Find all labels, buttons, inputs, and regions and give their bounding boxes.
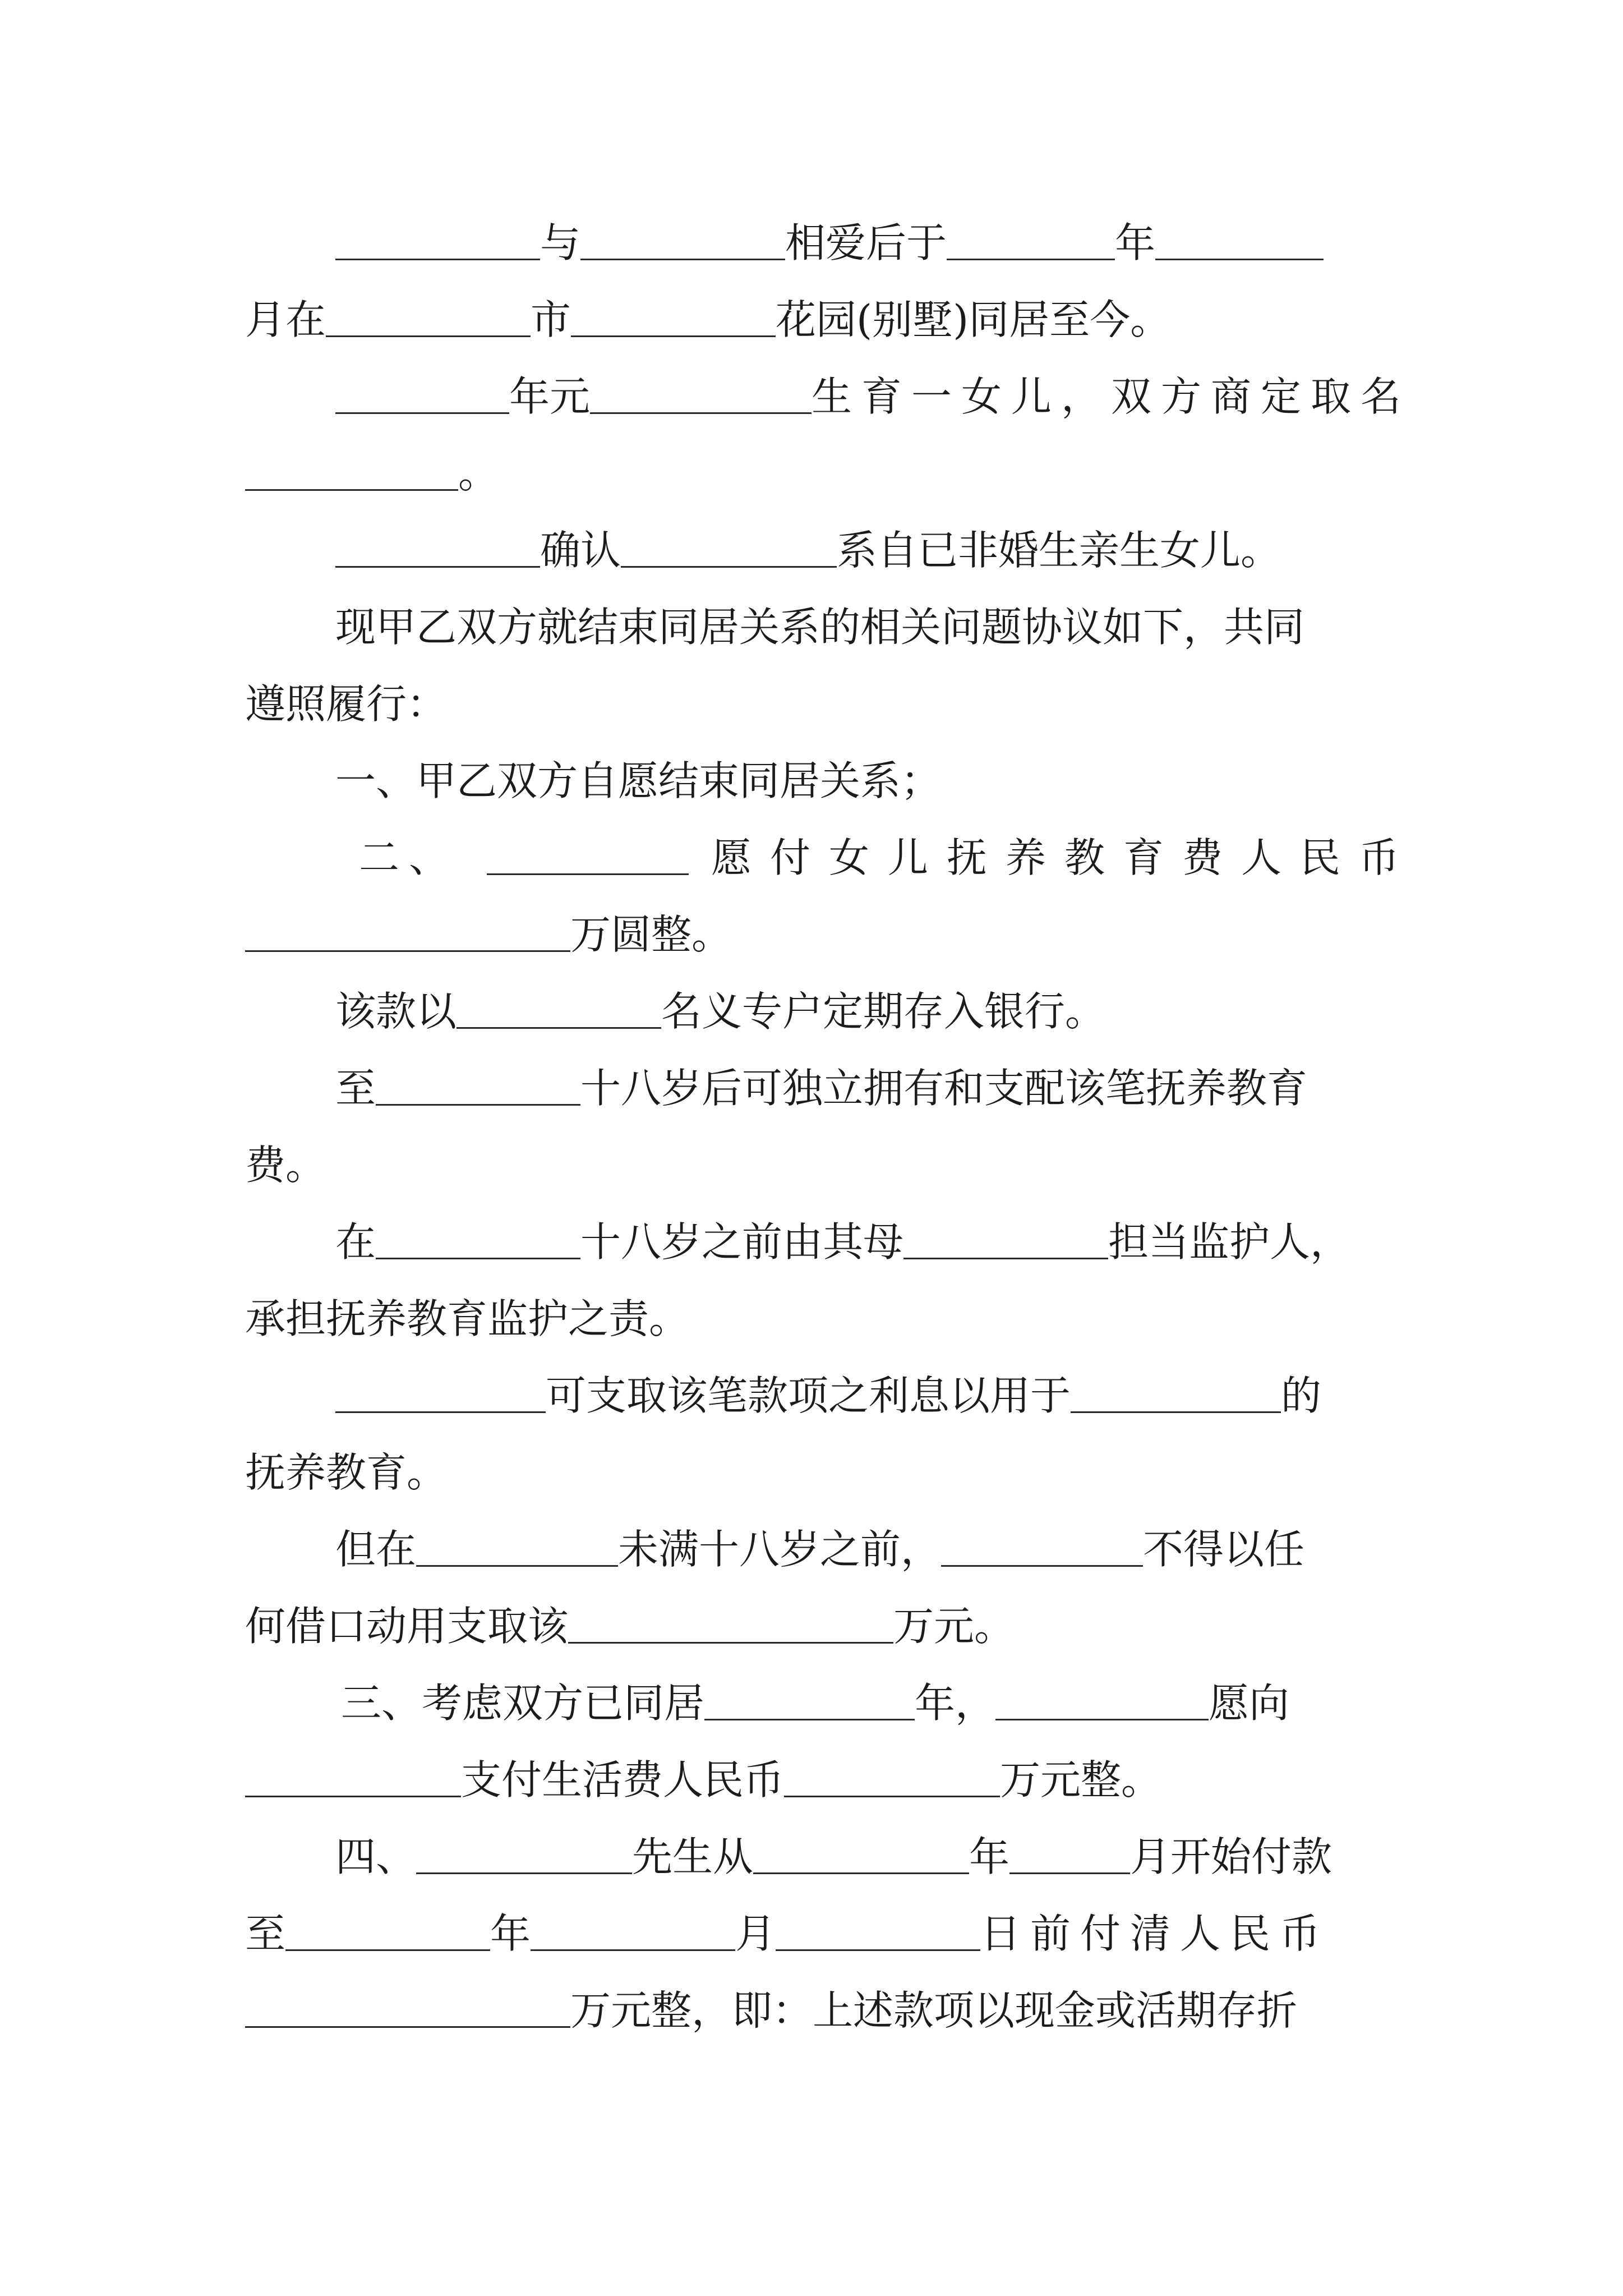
blank-field <box>947 218 1115 260</box>
text-segment: 该款以 <box>335 988 457 1035</box>
paragraph-3-line-1 <box>335 512 1281 589</box>
text-segment: 年 <box>1115 219 1156 266</box>
paragraph-11-line-2 <box>245 1588 1015 1665</box>
blank-field <box>335 526 540 568</box>
text-segment: 十八岁之前由其母 <box>580 1218 904 1266</box>
paragraph-5-line-1 <box>335 743 941 820</box>
paragraph-13-line-2 <box>245 1895 1330 1972</box>
text-segment: 与 <box>540 219 581 266</box>
text-segment: 担当监护人， <box>1108 1218 1351 1266</box>
paragraph-8-line-2 <box>245 1127 326 1204</box>
text-segment: 月在 <box>245 296 326 343</box>
text-segment: 系自已非婚生亲生女儿。 <box>837 527 1281 574</box>
blank-field <box>941 1525 1143 1567</box>
paragraph-1-line-2 <box>245 282 1170 358</box>
text-segment: 花园(别墅)同居至今。 <box>776 296 1171 343</box>
text-segment: 的 <box>1281 1372 1322 1419</box>
paragraph-11-line-1 <box>335 1511 1304 1588</box>
text-segment: 愿向 <box>1209 1680 1290 1727</box>
blank-field <box>335 1371 546 1413</box>
text-segment: 年 <box>490 1910 531 1957</box>
text-segment: 抚养教育。 <box>245 1449 448 1496</box>
blank-field <box>326 295 531 337</box>
paragraph-4-line-2 <box>245 666 447 743</box>
text-segment: 月 <box>735 1910 776 1957</box>
blank-field <box>376 1217 580 1259</box>
text-segment: 三、考虑双方已同居 <box>341 1680 705 1727</box>
paragraph-6-line-1 <box>359 820 1418 896</box>
blank-field <box>245 449 458 491</box>
blank-field <box>376 1064 580 1106</box>
text-segment: 万圆整。 <box>570 911 732 958</box>
paragraph-2-line-1 <box>335 358 1410 435</box>
text-segment: 万元。 <box>893 1603 1015 1650</box>
blank-field <box>245 1986 570 2028</box>
text-segment: 在 <box>335 1218 376 1266</box>
text-segment: 四、 <box>335 1833 417 1880</box>
blank-field <box>416 1832 632 1874</box>
text-segment: 一、甲乙双方自愿结束同居关系； <box>335 757 942 804</box>
text-segment: 承担抚养教育监护之责。 <box>245 1295 690 1342</box>
text-segment: 相爱后于 <box>785 219 947 266</box>
paragraph-12-line-1 <box>341 1665 1289 1742</box>
text-segment: 遵照履行： <box>245 680 448 728</box>
paragraph-9-line-2 <box>245 1281 689 1358</box>
blank-field <box>571 295 776 337</box>
text-segment: 愿付女儿抚养教育费人民币 <box>711 834 1418 881</box>
text-segment: 先生从 <box>632 1833 754 1880</box>
text-segment: 但在 <box>335 1526 417 1573</box>
blank-field <box>245 910 570 952</box>
text-segment: 可支取该笔款项之利息以用于 <box>546 1372 1071 1419</box>
paragraph-10-line-2 <box>245 1434 447 1511</box>
blank-field <box>753 1832 969 1874</box>
paragraph-13-line-3 <box>245 1972 1297 2049</box>
blank-field <box>335 372 509 414</box>
text-segment: 万元整，即：上述款项以现金或活期存折 <box>570 1987 1298 2034</box>
paragraph-7-line-1 <box>335 973 1105 1050</box>
text-segment: 生育一女儿，双方商定取名 <box>811 373 1411 420</box>
paragraph-2-line-2 <box>245 435 499 512</box>
text-segment: 日前付清人民币 <box>980 1910 1330 1957</box>
blank-field <box>531 1909 735 1951</box>
text-segment: 至 <box>245 1910 286 1957</box>
paragraph-6-line-2 <box>245 896 732 973</box>
paragraph-8-line-1 <box>335 1050 1307 1127</box>
text-segment: 费。 <box>245 1142 326 1189</box>
text-segment: 二、 <box>359 834 459 881</box>
blank-field <box>245 1755 461 1797</box>
text-segment: 名义专户定期存入银行。 <box>661 988 1106 1035</box>
blank-field <box>285 1909 490 1951</box>
text-segment: 万元整。 <box>1000 1756 1162 1803</box>
paragraph-4-line-1 <box>335 589 1304 666</box>
blank-field <box>568 1602 893 1644</box>
blank-field <box>1009 1832 1130 1874</box>
blank-field <box>487 833 689 875</box>
blank-field <box>995 1678 1209 1720</box>
paragraph-9-line-1 <box>335 1204 1350 1281</box>
text-segment: 现甲乙双方就结束同居关系的相关问题协议如下，共同 <box>335 604 1305 651</box>
text-segment: 年， <box>915 1680 996 1727</box>
text-segment: 年元 <box>509 373 591 420</box>
blank-field <box>416 1525 618 1567</box>
text-segment: 年 <box>969 1833 1010 1880</box>
blank-field <box>903 1217 1108 1259</box>
text-segment: 何借口动用支取该 <box>245 1603 569 1650</box>
text-segment: 月开始付款 <box>1130 1833 1332 1880</box>
text-segment: 十八岁后可独立拥有和支配该笔抚养教育 <box>580 1065 1308 1112</box>
blank-field <box>1071 1371 1281 1413</box>
blank-field <box>776 1909 980 1951</box>
text-segment: 。 <box>458 450 499 497</box>
paragraph-10-line-1 <box>335 1358 1321 1434</box>
text-segment: 支付生活费人民币 <box>461 1756 785 1803</box>
paragraph-1-line-1 <box>335 205 1324 282</box>
blank-field <box>590 372 811 414</box>
text-segment: 至 <box>335 1065 376 1112</box>
blank-field <box>621 526 837 568</box>
blank-field <box>784 1755 1000 1797</box>
blank-field <box>457 987 661 1029</box>
blank-field <box>1155 218 1324 260</box>
text-segment: 不得以任 <box>1143 1526 1305 1573</box>
text-segment: 确认 <box>540 527 621 574</box>
text-segment: 市 <box>531 296 571 343</box>
blank-field <box>335 218 540 260</box>
blank-field <box>580 218 785 260</box>
text-segment: 未满十八岁之前， <box>618 1526 942 1573</box>
blank-field <box>704 1678 915 1720</box>
paragraph-13-line-1 <box>335 1819 1332 1895</box>
paragraph-12-line-2 <box>245 1742 1161 1819</box>
